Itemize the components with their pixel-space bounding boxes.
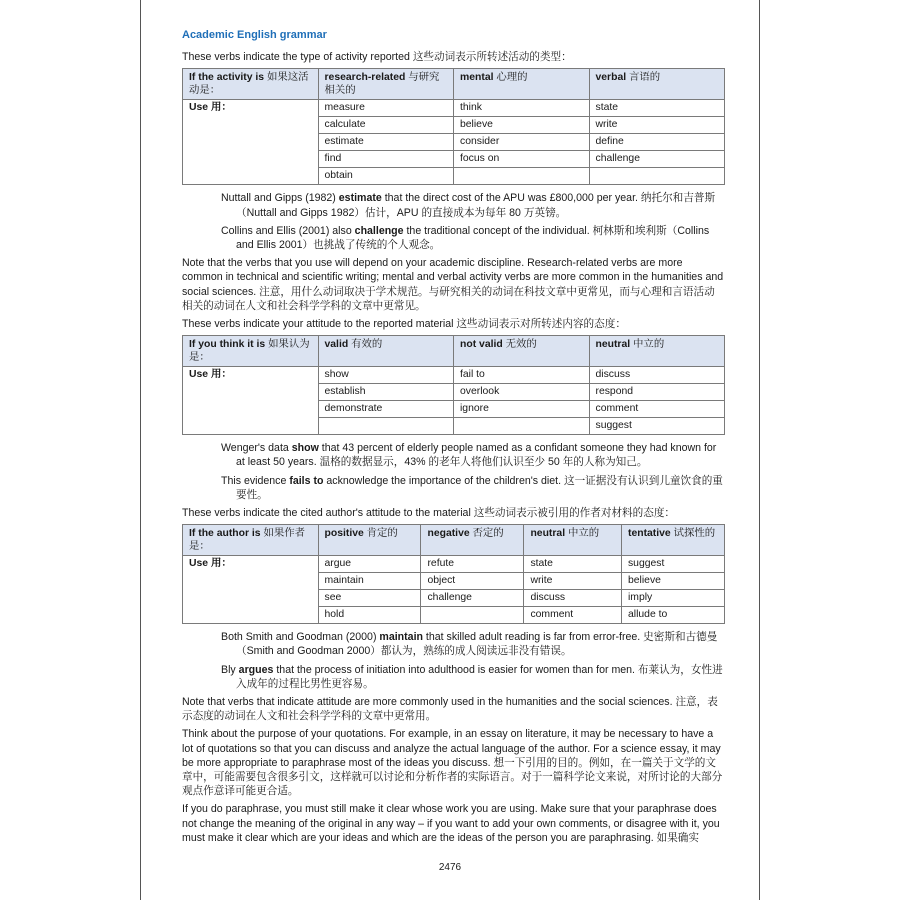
table-cell: refute	[421, 556, 524, 573]
table-cell: maintain	[318, 573, 421, 590]
table-cell: fail to	[454, 367, 590, 384]
table-cell: respond	[589, 384, 725, 401]
table-cell: comment	[524, 607, 622, 624]
table-cell: allude to	[621, 607, 724, 624]
table-cell: show	[318, 367, 454, 384]
table-header-cell: research-related 与研究相关的	[318, 69, 454, 100]
table-cell: challenge	[589, 151, 725, 168]
table-cell: comment	[589, 401, 725, 418]
table-cell: find	[318, 151, 454, 168]
table-cell: imply	[621, 590, 724, 607]
table-header-row	[183, 336, 725, 367]
table-cell: object	[421, 573, 524, 590]
table-header-cell: If the author is 如果作者是：	[183, 525, 319, 556]
table-row	[183, 100, 725, 117]
intro-attitude: These verbs indicate your attitude to the reported material 这些动词表示对所转述内容的态度：	[182, 318, 626, 331]
table-header-cell: tentative 试探性的	[621, 525, 724, 556]
table-cell	[454, 418, 590, 435]
table-header-row	[183, 525, 725, 556]
page	[140, 0, 760, 900]
page-number: 2476	[438, 862, 462, 873]
table-cell	[454, 168, 590, 185]
table-cell: suggest	[589, 418, 725, 435]
table-header-cell: If you think it is 如果认为是：	[183, 336, 319, 367]
page-content	[182, 28, 725, 849]
table-cell: think	[454, 100, 590, 117]
table-attitude-verbs	[182, 335, 725, 435]
table-cell: overlook	[454, 384, 590, 401]
note-attitude-verbs: Note that verbs that indicate attitude are more commonly used in the humanities and the social sciences. 注意，表示态度的动词在人文和社会科学学科的文章中更常用。	[182, 696, 718, 723]
table-cell: suggest	[621, 556, 724, 573]
intro-activity: These verbs indicate the type of activity reported 这些动词表示所转述活动的类型：	[182, 51, 572, 64]
table-activity-verbs	[182, 68, 725, 185]
table-cell: challenge	[421, 590, 524, 607]
example-sentence: Bly argues that the process of initiation into adulthood is easier for women than for men. 布莱认为，女性进入成年的过程比男性更容易。	[221, 663, 723, 690]
intro-author-attitude: These verbs indicate the cited author's attitude to the material 这些动词表示被引用的作者对材料的态度：	[182, 507, 676, 520]
use-label: Use 用：	[183, 100, 319, 185]
example-sentence: Wenger's data show that 43 percent of elderly people named as a confidant someone they had known for at least 50 years. 温格的数据显示，43% 的老年人将他们认识至少 50 年的人称为知己。	[221, 442, 717, 469]
paragraph-quotations: Think about the purpose of your quotations. For example, in an essay on literature, it may be necessary to have a lot of quotations so that you can discuss and analyze the actual language of the author. For a science essay, it may be more appropriate to paraphrase most of the ideas you discuss. 想一下引用的目的。例如，在一篇关于文学的文章中，可能需要包含很多引文，这样就可以讨论和分析作者的实际语言。对于一篇科学论文来说，对所讨论的大部分观点作意译可能更合适。	[182, 728, 723, 798]
table-header-cell: neutral 中立的	[589, 336, 725, 367]
table-cell: believe	[621, 573, 724, 590]
table-header-cell: neutral 中立的	[524, 525, 622, 556]
example-sentence: This evidence fails to acknowledge the importance of the children's diet. 这一证据没有认识到儿童饮食的重要性。	[221, 474, 723, 501]
example-sentence: Collins and Ellis (2001) also challenge the traditional concept of the individual. 柯林斯和埃利斯（Collins and Ellis 2001）也挑战了传统的个人观念。	[221, 224, 710, 252]
table-cell: discuss	[589, 367, 725, 384]
example-sentence: Nuttall and Gipps (1982) estimate that the direct cost of the APU was £800,000 per year. 纳托尔和吉普斯（Nuttall and Gipps 1982）估计，APU 的直接成本为每年 80 万英镑。	[221, 192, 716, 219]
table-cell: demonstrate	[318, 401, 454, 418]
table-cell: define	[589, 134, 725, 151]
table-header-cell: If the activity is 如果这活动是：	[183, 69, 319, 100]
table-cell: see	[318, 590, 421, 607]
table-cell	[421, 607, 524, 624]
table-cell: ignore	[454, 401, 590, 418]
table-cell: calculate	[318, 117, 454, 134]
use-label: Use 用：	[183, 556, 319, 624]
table-header-cell: not valid 无效的	[454, 336, 590, 367]
table-cell: hold	[318, 607, 421, 624]
table-cell: write	[524, 573, 622, 590]
table-header-cell: valid 有效的	[318, 336, 454, 367]
table-header-cell: negative 否定的	[421, 525, 524, 556]
table-cell: establish	[318, 384, 454, 401]
note-discipline: Note that the verbs that you use will depend on your academic discipline. Research-related verbs are more common in technical and scientific writing; mental and verbal activity verbs are more common in the humanities and social sciences. 注意，用什么动词取决于学术规范。与研究相关的动词在科技文章中更常见，而与心理和言语活动相关的动词在人文和社会科学学科的文章中更常见。	[182, 257, 724, 312]
table-header-cell: mental 心理的	[454, 69, 590, 100]
table-header-cell: verbal 言语的	[589, 69, 725, 100]
table-row	[183, 367, 725, 384]
table-cell: believe	[454, 117, 590, 134]
table-cell: estimate	[318, 134, 454, 151]
table-cell	[589, 168, 725, 185]
table-header-cell: positive 肯定的	[318, 525, 421, 556]
table-cell: state	[524, 556, 622, 573]
table-author-attitude-verbs	[182, 524, 725, 624]
paragraph-paraphrase: If you do paraphrase, you must still make it clear whose work you are using. Make sure that your paraphrase does not change the meaning of the original in any way – if you want to add your own comments, or disagree with it, you must make it clear which are your ideas and which are the ideas of the person you are paraphrasing. 如果确实	[182, 803, 720, 844]
table-row	[183, 556, 725, 573]
table-cell: state	[589, 100, 725, 117]
table-cell	[318, 418, 454, 435]
example-sentence: Both Smith and Goodman (2000) maintain that skilled adult reading is far from error-free. 史密斯和古德曼（Smith and Goodman 2000）都认为，熟练的成人阅读远非没有错误。	[221, 631, 718, 658]
table-header-row	[183, 69, 725, 100]
table-cell: consider	[454, 134, 590, 151]
table-cell: measure	[318, 100, 454, 117]
table-cell: argue	[318, 556, 421, 573]
running-header: Academic English grammar	[182, 29, 327, 41]
table-cell: discuss	[524, 590, 622, 607]
table-cell: focus on	[454, 151, 590, 168]
table-cell: write	[589, 117, 725, 134]
use-label: Use 用：	[183, 367, 319, 435]
table-cell: obtain	[318, 168, 454, 185]
